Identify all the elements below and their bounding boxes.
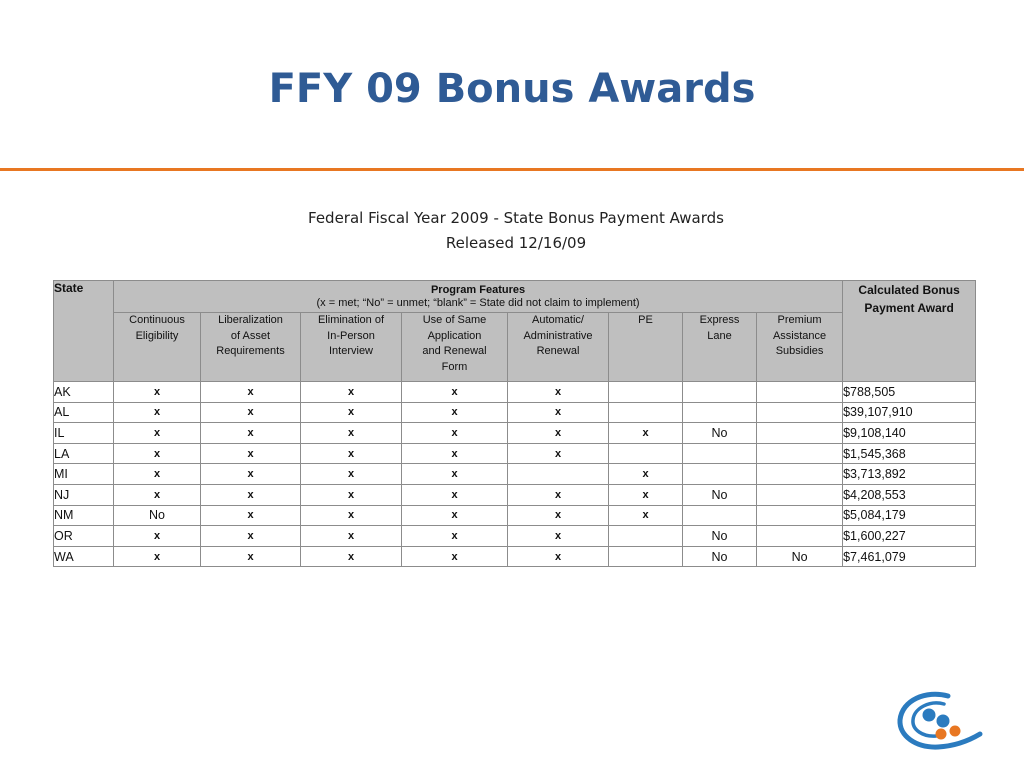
program-features-title: Program Features [430,283,526,296]
award-cell: $1,545,368 [843,443,976,464]
feature-mark-cell [757,382,843,403]
table-body [54,382,976,567]
feature-header-line: Requirements [216,345,285,357]
feature-mark-cell: x [609,464,683,485]
feature-mark-cell: x [508,505,609,526]
award-cell: $3,713,892 [843,464,976,485]
feature-mark-cell: x [114,546,201,567]
feature-mark-cell: No [683,423,757,444]
feature-mark-cell: x [402,546,508,567]
feature-mark-cell: x [201,464,301,485]
feature-mark-cell: x [508,526,609,547]
feature-mark-cell: x [114,526,201,547]
feature-mark-cell [757,443,843,464]
feature-header-2 [301,313,402,382]
feature-mark-cell: x [114,464,201,485]
feature-mark-cell: x [114,423,201,444]
feature-mark-cell: x [508,382,609,403]
feature-header-7 [757,313,843,382]
award-header-line2: Payment Award [864,301,954,315]
feature-mark-cell: x [301,423,402,444]
feature-header-line: Subsidies [775,345,824,357]
feature-mark-cell [757,484,843,505]
table-row [54,484,976,505]
feature-mark-cell: x [402,526,508,547]
table-row [54,423,976,444]
feature-mark-cell: x [402,484,508,505]
feature-mark-cell: x [301,505,402,526]
feature-mark-cell: x [508,546,609,567]
feature-header-line: Assistance [772,329,827,342]
feature-header-line: Form [441,360,468,373]
feature-mark-cell [757,402,843,423]
table-row [54,443,976,464]
feature-header-4 [508,313,609,382]
table-row [54,546,976,567]
feature-header-line: Use of Same [422,314,487,326]
table-row [54,526,976,547]
award-cell: $9,108,140 [843,423,976,444]
feature-header-6 [683,313,757,382]
state-cell: IL [54,423,114,444]
feature-header-line: Administrative [523,329,593,342]
feature-mark-cell [609,402,683,423]
feature-header-line: Express [699,314,740,326]
feature-mark-cell [757,423,843,444]
state-cell: OR [54,526,114,547]
feature-mark-cell [683,402,757,423]
table-row [54,464,976,485]
feature-mark-cell [683,382,757,403]
feature-mark-cell: x [402,505,508,526]
feature-mark-cell [683,443,757,464]
award-cell: $7,461,079 [843,546,976,567]
feature-mark-cell: x [609,423,683,444]
feature-mark-cell [609,443,683,464]
feature-header-line: Lane [707,329,732,342]
state-cell: NJ [54,484,114,505]
table-row [54,505,976,526]
table-caption: Federal Fiscal Year 2009 - State Bonus Payment Awards [308,209,724,227]
feature-header-line: Renewal [536,345,580,357]
state-cell: LA [54,443,114,464]
feature-header-line: of Asset [230,329,271,342]
feature-mark-cell: No [683,546,757,567]
award-cell: $39,107,910 [843,402,976,423]
feature-header-line: Continuous [129,314,185,326]
feature-mark-cell [757,464,843,485]
state-cell: AL [54,402,114,423]
release-date: Released 12/16/09 [445,234,587,252]
feature-mark-cell: x [402,443,508,464]
feature-mark-cell [757,505,843,526]
feature-mark-cell [609,546,683,567]
bonus-awards-table [53,280,976,567]
feature-mark-cell [757,526,843,547]
feature-header-line: PE [638,314,653,326]
feature-header-5 [609,313,683,382]
feature-mark-cell [683,505,757,526]
feature-mark-cell [609,382,683,403]
feature-header-line: Liberalization [218,314,283,326]
feature-mark-cell: x [508,443,609,464]
feature-mark-cell: x [301,484,402,505]
award-column-header [843,281,976,382]
feature-mark-cell: x [301,443,402,464]
feature-mark-cell: x [201,546,301,567]
feature-mark-cell: No [683,526,757,547]
feature-mark-cell: x [201,505,301,526]
feature-mark-cell: x [402,423,508,444]
feature-mark-cell: x [114,443,201,464]
feature-mark-cell: x [301,382,402,403]
feature-mark-cell: x [301,546,402,567]
award-cell: $4,208,553 [843,484,976,505]
feature-mark-cell [683,464,757,485]
state-cell: NM [54,505,114,526]
feature-mark-cell: x [201,402,301,423]
feature-mark-cell: x [201,382,301,403]
feature-mark-cell: No [757,546,843,567]
feature-mark-cell: x [402,464,508,485]
feature-mark-cell: x [508,402,609,423]
feature-mark-cell: x [301,402,402,423]
feature-mark-cell: x [114,484,201,505]
feature-mark-cell: x [201,526,301,547]
feature-mark-cell [609,526,683,547]
feature-header-line: Elimination of [317,314,385,326]
organization-logo-icon [896,690,986,752]
feature-mark-cell: x [301,526,402,547]
feature-mark-cell: x [201,423,301,444]
feature-header-line: Eligibility [135,329,179,342]
title-divider [0,168,1024,171]
features-legend: (x = met; “No” = unmet; “blank” = State did not claim to implement) [316,296,640,309]
feature-mark-cell: No [683,484,757,505]
feature-mark-cell: x [609,484,683,505]
feature-header-line: and Renewal [422,345,487,357]
feature-mark-cell: x [609,505,683,526]
table-row [54,382,976,403]
feature-header-line: Application [427,329,482,342]
award-cell: $5,084,179 [843,505,976,526]
award-header-line1: Calculated Bonus [858,283,960,297]
feature-header-line: Interview [328,345,374,357]
state-cell: AK [54,382,114,403]
feature-mark-cell: x [301,464,402,485]
feature-header-1 [201,313,301,382]
feature-mark-cell: x [508,423,609,444]
feature-header-0 [114,313,201,382]
feature-mark-cell: x [114,382,201,403]
award-cell: $1,600,227 [843,526,976,547]
table-row [54,402,976,423]
feature-header-line: Automatic/ [532,314,584,326]
feature-header-line: Premium [777,314,822,326]
feature-mark-cell: x [402,382,508,403]
feature-header-row [54,313,976,382]
state-cell: WA [54,546,114,567]
state-cell: MI [54,464,114,485]
feature-header-3 [402,313,508,382]
feature-mark-cell: x [201,443,301,464]
slide-title: FFY 09 Bonus Awards [268,66,756,112]
feature-mark-cell: x [201,484,301,505]
state-column-header: State [54,281,114,382]
feature-mark-cell [508,464,609,485]
feature-mark-cell: No [114,505,201,526]
feature-mark-cell: x [402,402,508,423]
feature-header-line: In-Person [327,329,375,342]
feature-mark-cell: x [508,484,609,505]
program-features-header [114,281,843,313]
feature-mark-cell: x [114,402,201,423]
award-cell: $788,505 [843,382,976,403]
